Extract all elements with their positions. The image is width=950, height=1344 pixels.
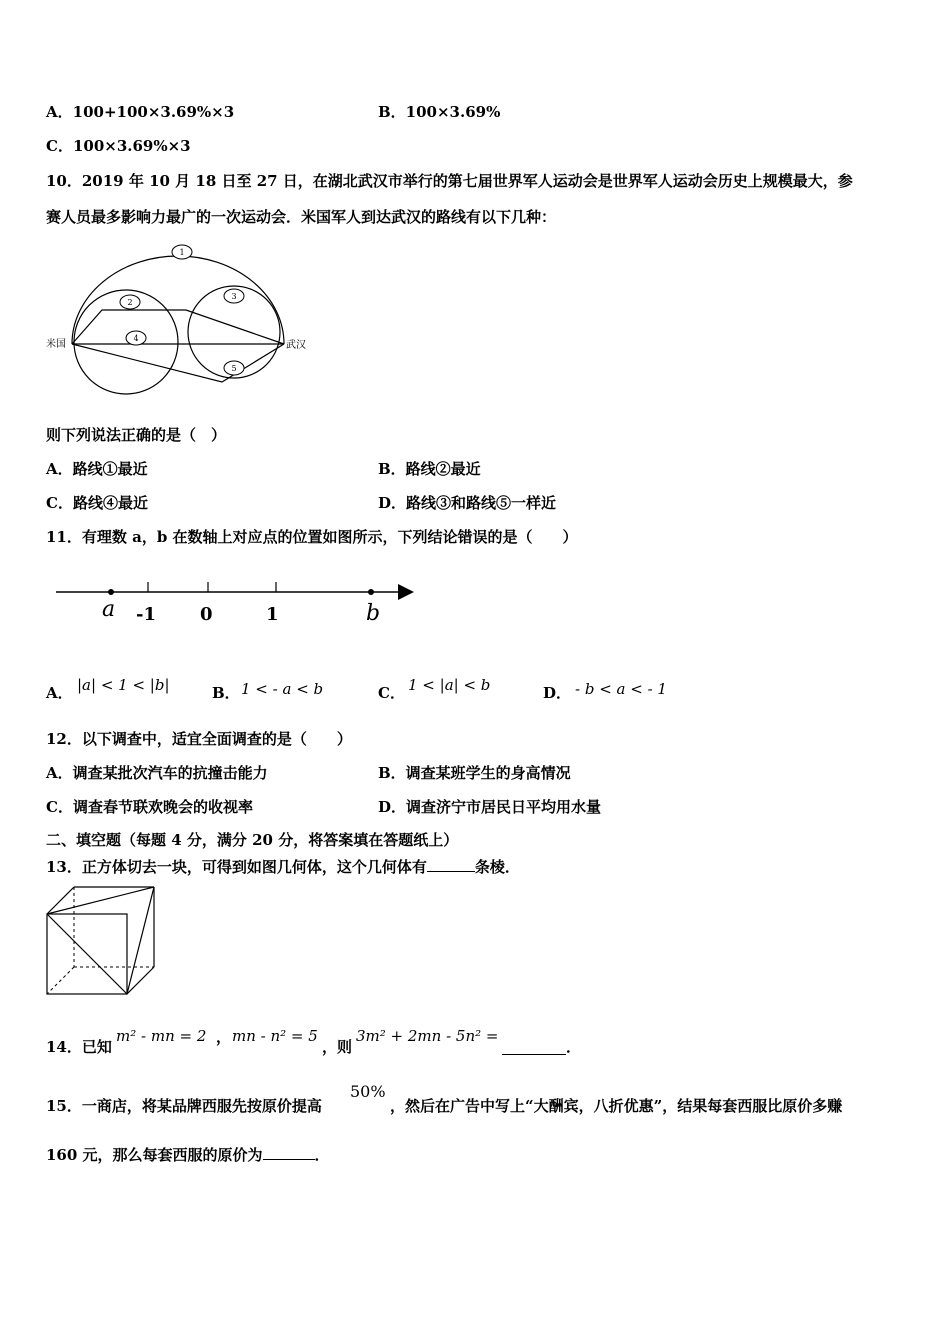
- q11-option-b-label: B．: [212, 684, 240, 702]
- q15-percent: 50%: [350, 1082, 386, 1101]
- q14-separator: ，: [216, 1028, 232, 1046]
- q12-option-c: C．调查春节联欢晚会的收视率: [46, 798, 253, 816]
- label-b: b: [366, 601, 381, 626]
- q14-end: ．: [566, 1038, 582, 1056]
- q10-stem-line2: 赛人员最多影响力最广的一次运动会．米国军人到达武汉的路线有以下几种：: [46, 208, 557, 226]
- q13-answer-blank[interactable]: [427, 857, 475, 872]
- cut-cube-figure: [44, 884, 160, 1000]
- q10-option-c: C．路线④最近: [46, 494, 148, 512]
- q14-expression: 3m² + 2mn - 5n² =: [356, 1027, 499, 1045]
- q15-answer-blank[interactable]: [263, 1145, 315, 1160]
- q12-option-d: D．调查济宁市居民日平均用水量: [378, 798, 602, 816]
- q11-option-c-math: 1 < |a| < b: [408, 676, 491, 694]
- svg-text:3: 3: [231, 292, 237, 301]
- svg-text:5: 5: [231, 364, 237, 373]
- q10-option-b: B．路线②最近: [378, 460, 481, 478]
- q11-option-d-math: - b < a < - 1: [575, 680, 667, 698]
- q13-stem: [46, 857, 520, 877]
- q9-option-b: B．100×3.69%: [378, 103, 501, 121]
- route-marker-3: [224, 289, 244, 303]
- q10-stem-line1: 10．2019 年 10 月 18 日至 27 日，在湖北武汉市举行的第七届世界军人运动会是世界军人运动会历史上规模最大，参: [46, 172, 853, 190]
- q11-stem: 11．有理数 a，b 在数轴上对应点的位置如图所示，下列结论错误的是（ ）: [46, 528, 578, 546]
- point-a: [108, 589, 114, 595]
- label-0: 0: [200, 604, 213, 625]
- route-1-arc: [72, 256, 284, 344]
- end-label: 武汉: [286, 340, 306, 351]
- axis-arrow: [398, 584, 414, 600]
- q12-option-b: B．调查某班学生的身高情况: [378, 764, 571, 782]
- q11-option-b-math: 1 < - a < b: [241, 680, 324, 698]
- q15-line1-post: ，然后在广告中写上“大酬宾，八折优惠”，结果每套西服比原价多赚: [390, 1097, 843, 1115]
- q14-then: ，则: [322, 1038, 353, 1056]
- start-label: 米国: [46, 339, 66, 350]
- svg-text:2: 2: [127, 298, 133, 307]
- q11-option-a-math: |a| < 1 < |b|: [77, 676, 170, 694]
- svg-text:4: 4: [133, 334, 139, 343]
- route-marker-5: [224, 361, 244, 375]
- q10-option-a: A．路线①最近: [46, 460, 148, 478]
- q11-option-a-label: A．: [46, 684, 73, 702]
- q9-option-c: C．100×3.69%×3: [46, 137, 191, 155]
- label-a: a: [102, 597, 116, 622]
- q13-stem-pre: 13．正方体切去一块，可得到如图几何体，这个几何体有: [46, 858, 427, 876]
- q9-option-a: A．100+100×3.69%×3: [46, 103, 235, 121]
- q15-line2-pre: 160 元，那么每套西服的原价为: [46, 1146, 263, 1164]
- route-marker-2: [120, 295, 140, 309]
- label-neg1: -1: [136, 604, 156, 625]
- route-marker-1: [172, 245, 192, 259]
- q13-stem-post: 条棱．: [474, 858, 520, 876]
- q14-answer-blank[interactable]: [502, 1040, 566, 1055]
- svg-text:1: 1: [179, 248, 185, 257]
- number-line: [50, 570, 430, 640]
- route-marker-4: [126, 331, 146, 345]
- q14-given-2: mn - n² = 5: [232, 1027, 318, 1045]
- q11-option-c-label: C．: [378, 684, 405, 702]
- section-2-heading: 二、填空题（每题 4 分，满分 20 分，将答案填在答题纸上）: [46, 831, 459, 849]
- q14-given-1: m² - mn = 2: [116, 1027, 207, 1045]
- q12-stem: 12．以下调查中，适宜全面调查的是（ ）: [46, 730, 352, 748]
- q12-option-a: A．调查某批次汽车的抗撞击能力: [46, 764, 268, 782]
- q10-prompt: 则下列说法正确的是（ ）: [46, 426, 227, 444]
- q11-option-d-label: D．: [543, 684, 572, 702]
- q10-option-d: D．路线③和路线⑤一样近: [378, 494, 557, 512]
- q15-line1-pre: 15．一商店，将某品牌西服先按原价提高: [46, 1097, 322, 1115]
- point-b: [368, 589, 374, 595]
- q15-line2: [46, 1145, 330, 1165]
- route-diagram: [40, 240, 320, 400]
- q15-line2-post: ．: [314, 1146, 330, 1164]
- label-1: 1: [266, 604, 279, 625]
- q14-pre: 14．已知: [46, 1038, 112, 1056]
